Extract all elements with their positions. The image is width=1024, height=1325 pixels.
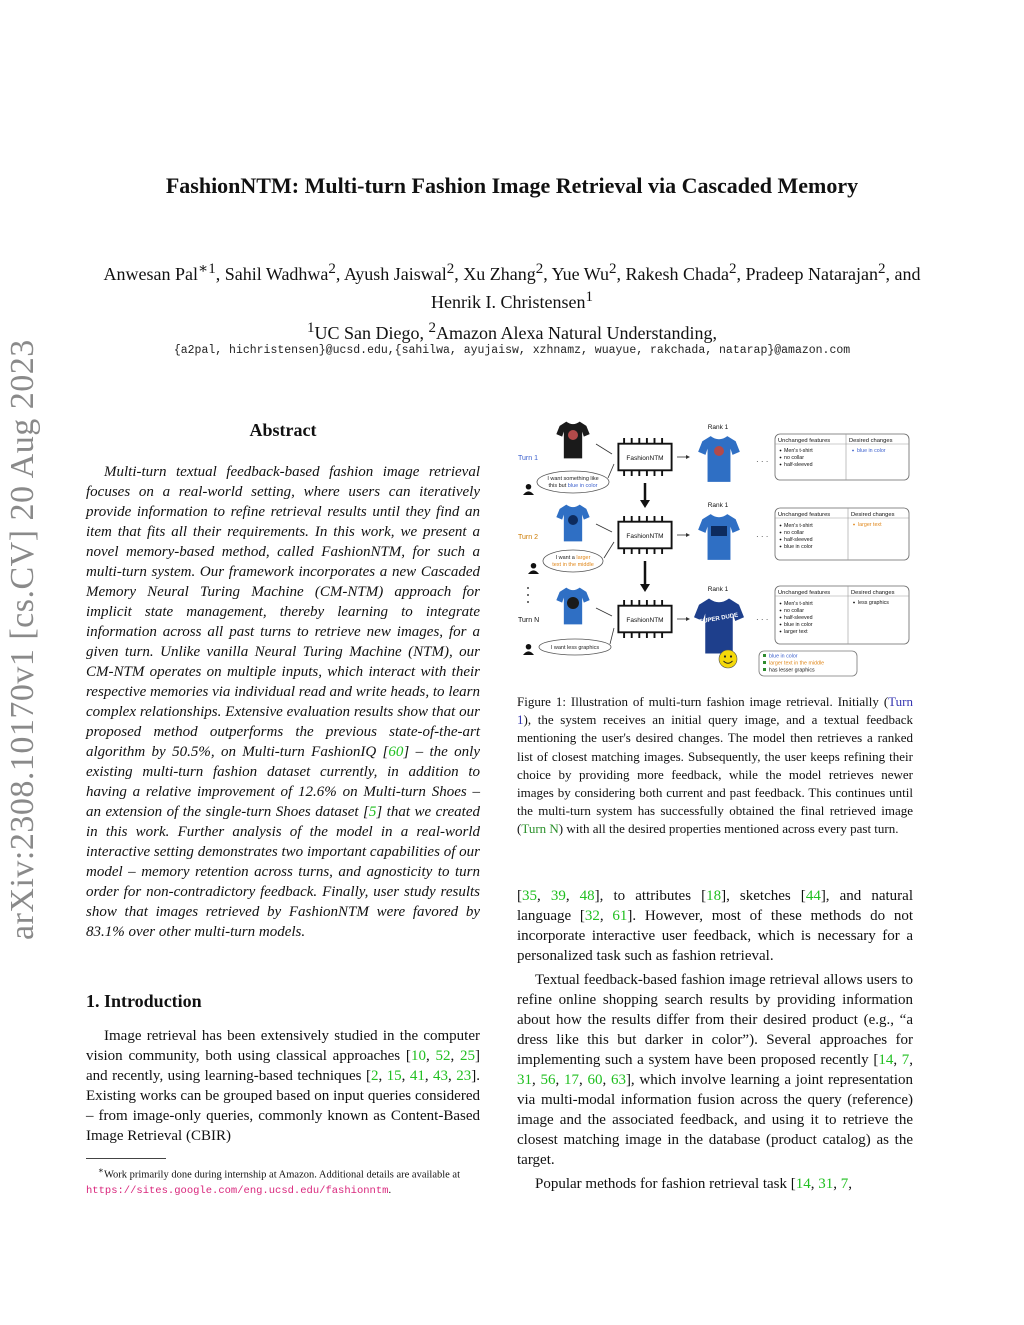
panel-3-unchanged-item: blue in color — [784, 622, 813, 628]
feedback-1-line-2 — [549, 483, 598, 489]
text-run: , — [555, 1072, 564, 1088]
citation-link[interactable]: 52 — [435, 1048, 451, 1064]
text-run: ] – the only existing multi-turn fashion dataset currently, in addition to having a relative improvement of 12.6% on Multi-turn Shoes – an extension of the single-turn Shoes dataset [ — [86, 744, 480, 820]
author-affiliation-marker: 2 — [877, 261, 886, 277]
citation-link[interactable]: 35 — [522, 888, 537, 904]
panel-2-unchanged-item: Men's t-shirt — [784, 523, 813, 529]
panel-1-unchanged-item: no collar — [784, 455, 805, 461]
text-run: , — [833, 1176, 841, 1192]
feedback-2-change: larger — [576, 555, 591, 561]
citation-link[interactable]: 63 — [610, 1072, 626, 1088]
affiliations — [0, 320, 1024, 344]
rank-ellipsis-n: · · · — [756, 615, 769, 624]
text-run: , — [599, 908, 613, 924]
author-name: Henrik I. Christensen — [431, 292, 586, 312]
retrieved-shirt-2 — [698, 514, 740, 560]
text-run: ) with all the desired properties mentioned across every past turn. — [558, 821, 899, 837]
author-separator: , — [543, 264, 552, 284]
author-affiliation-marker: 2 — [609, 261, 617, 277]
panel-3-unchanged-heading: Unchanged features — [778, 590, 831, 596]
citation-link[interactable]: 23 — [456, 1068, 472, 1084]
author-name: Anwesan Pal — [103, 264, 199, 284]
final-summary-box — [759, 651, 857, 676]
text-run: , — [378, 1068, 387, 1084]
author-separator: , and — [885, 264, 921, 284]
panel-1-unchanged-item: half-sleeved — [784, 462, 813, 468]
text-run: Popular methods for fashion retrieval task [ — [535, 1176, 796, 1192]
feature-panel-2 — [775, 508, 909, 560]
shirt-graphic-n — [567, 597, 579, 609]
abstract-body — [86, 462, 480, 942]
fashionntm-label-1: FashionNTM — [626, 455, 664, 462]
output-arrows — [677, 455, 690, 621]
fashionntm-label-2: FashionNTM — [626, 533, 664, 540]
rank-ellipsis-1: · · · — [756, 457, 769, 466]
footnote-mark: ∗ — [98, 1165, 104, 1175]
panel-1-unchanged-heading: Unchanged features — [778, 438, 831, 444]
citation-link[interactable]: 60 — [388, 744, 404, 760]
author-affiliation-marker: 1 — [585, 289, 593, 305]
rank-1-label-turn-n: Rank 1 — [707, 586, 729, 593]
footnote-text: Work primarily done during internship at Amazon. Additional details are available at — [103, 1169, 461, 1181]
feedback-1-change: blue in color — [567, 483, 598, 489]
turn-2-label: Turn 2 — [518, 534, 538, 541]
author-affiliation-marker: 2 — [729, 261, 737, 277]
author-name: Ayush Jaiswal — [343, 264, 447, 284]
text-run: , — [448, 1068, 457, 1084]
feature-panel-1 — [775, 434, 909, 480]
shirt-text: SUPER DUDE — [698, 612, 739, 626]
citation-link[interactable]: 31 — [818, 1176, 834, 1192]
panel-1-unchanged-item: Men's t-shirt — [784, 448, 813, 454]
citation-link[interactable]: 31 — [517, 1072, 532, 1088]
citation-link[interactable]: 61 — [612, 908, 628, 924]
panel-2-desired-item: larger text — [858, 522, 882, 528]
author-name: Rakesh Chada — [625, 264, 730, 284]
citation-link[interactable]: 48 — [579, 888, 595, 904]
panel-2-unchanged-item: no collar — [784, 530, 805, 536]
figure-reference[interactable]: Turn 1 — [517, 694, 913, 728]
smiley-icon — [719, 650, 737, 668]
author-name: Xu Zhang — [463, 264, 536, 284]
final-item-text: larger text in the middle — [769, 660, 825, 667]
text-run: , — [909, 1052, 914, 1068]
citation-link[interactable]: 10 — [410, 1048, 426, 1064]
text-run: ], sketches [ — [721, 888, 806, 904]
citation-link[interactable]: 5 — [368, 804, 377, 820]
citation-link[interactable]: 39 — [550, 888, 566, 904]
panel-3-unchanged-item: half-sleeved — [784, 615, 813, 621]
author-affiliation-marker: 2 — [328, 261, 336, 277]
citation-link[interactable]: 7 — [840, 1176, 849, 1192]
final-item-graphics: has lesser graphics — [769, 667, 815, 674]
citation-link[interactable]: 41 — [409, 1068, 425, 1084]
panel-3-desired-heading: Desired changes — [851, 590, 895, 596]
panel-3-desired-item: less graphics — [858, 600, 889, 606]
text-run: , — [893, 1052, 902, 1068]
retrieved-shirt-1 — [698, 436, 740, 482]
introduction-body — [86, 1026, 480, 1146]
author-affiliation-marker: ∗1 — [198, 261, 216, 277]
text-run: ]. However, most of these methods do not incorporate interactive user feedback, which is necessary for a personalized task such as fashion retrieval. — [517, 908, 913, 964]
text-run: ] that we created in this work. Further analysis of the model in a real-world interactive setting demonstrates two important capabilities of our model – memory retention across turns, and agnosticity to turn order for non-contradictory feedback. Finally, user study results show that images retrieved by FashionNTM were favored by 83.1% over other multi-turn models. — [86, 804, 480, 940]
text-run: , — [565, 888, 580, 904]
feedback-1-line-1: I want something like — [547, 476, 599, 482]
introduction-heading: 1. Introduction — [86, 991, 202, 1011]
affiliation-2: Amazon Alexa Natural Understanding, — [436, 323, 717, 343]
feedback-n: I want less graphics — [550, 645, 600, 651]
shirt-graphic-1 — [568, 430, 578, 440]
turn-1-label: Turn 1 — [518, 455, 538, 462]
author-separator: , — [736, 264, 746, 284]
retrieved-graphic-2 — [711, 526, 727, 536]
text-run: , — [602, 1072, 611, 1088]
author-name: Sahil Wadhwa — [224, 264, 329, 284]
user-icon-n — [523, 644, 534, 655]
turn-n-label: Turn N — [518, 617, 540, 624]
citation-link[interactable]: 43 — [433, 1068, 449, 1084]
user-icon-1 — [523, 484, 534, 495]
citation-link[interactable]: 60 — [587, 1072, 603, 1088]
text-run: Image retrieval has been extensively studied in the computer vision community, both using classical approaches [ — [86, 1028, 480, 1064]
feedback-2-plain: I want a — [555, 555, 577, 561]
author-emails: {a2pal, hichristensen}@ucsd.edu,{sahilwa, ayujaisw, xzhnamz, wuayue, rakchada, natarap}@amazon.com — [173, 344, 851, 357]
body-paragraph-3 — [517, 1174, 913, 1194]
citation-link[interactable]: 56 — [540, 1072, 556, 1088]
panel-2-unchanged-heading: Unchanged features — [778, 512, 831, 518]
text-run: , — [578, 1072, 588, 1088]
feedback-bubble-2 — [543, 550, 603, 572]
citation-link[interactable]: 7 — [901, 1052, 910, 1068]
vertical-dots — [527, 587, 529, 603]
text-run: ], which involve learning a joint representation via multi-modal information fusion across the query (reference) image and the associated feedback, and using it to retrieve the closest matching image in the database (product catalog) as the target. — [517, 1072, 913, 1168]
citation-link[interactable]: 15 — [386, 1068, 402, 1084]
retrieved-graphic-1 — [714, 446, 724, 456]
text-run: ], and natural language [ — [517, 888, 914, 924]
author-affiliation-marker: 2 — [446, 261, 455, 277]
citation-link[interactable]: 14 — [878, 1052, 894, 1068]
author-affiliation-marker: 2 — [535, 261, 544, 277]
text-run: ], to attributes [ — [594, 888, 707, 904]
feedback-2-line-1 — [556, 555, 591, 561]
body-paragraph-1 — [517, 886, 913, 966]
text-run: , — [532, 1072, 541, 1088]
panel-3-unchanged-item: larger text — [784, 629, 808, 635]
text-run: ), the system receives an initial query image, and a textual feedback mentioning the user's desired changes. The model then retrieves a ranked list of closest matching images. Subsequently, the user keeps refining their choice by providing more feedback, while the model retrieves newer images by considering both current and past feedback. This continues until the multi-turn system has successfully obtained the final retrieved image ( — [517, 712, 913, 837]
text-run: , — [425, 1048, 436, 1064]
body-paragraph-2 — [517, 970, 913, 1170]
text-run: , — [848, 1176, 853, 1192]
author-separator: , — [616, 264, 626, 284]
footnote-url[interactable]: https://sites.google.com/eng.ucsd.edu/fashionntm — [86, 1184, 389, 1197]
feature-panel-3 — [775, 586, 909, 644]
text-run: Textual feedback-based fashion image retrieval allows users to refine online shopping search results by providing information about how the results differ from their desired product (e.g., “a dress like this but darker in color”). Several approaches for implementing such a system have been proposed recently [ — [517, 972, 913, 1068]
author-list — [100, 258, 924, 314]
figure-reference[interactable]: Turn N — [521, 821, 559, 837]
abstract-heading: Abstract — [249, 420, 317, 440]
citation-link[interactable]: 25 — [460, 1048, 476, 1064]
text-run: , — [810, 1176, 819, 1192]
rank-ellipsis-2: · · · — [756, 532, 769, 541]
panel-2-unchanged-item: half-sleeved — [784, 537, 813, 543]
panel-1-desired-item: blue in color — [857, 448, 886, 454]
panel-1-desired-heading: Desired changes — [849, 438, 893, 444]
panel-2-unchanged-item: blue in color — [784, 544, 813, 550]
panel-3-unchanged-item: no collar — [784, 608, 805, 614]
text-run: ] and recently, using learning-based techniques [ — [86, 1048, 481, 1084]
panel-3-unchanged-item: Men's t-shirt — [784, 601, 813, 607]
footnote-end: . — [388, 1184, 392, 1196]
footnote-rule — [86, 1158, 166, 1159]
text-run: , — [537, 888, 551, 904]
author-separator: , — [215, 264, 225, 284]
citation-link[interactable]: 17 — [563, 1072, 579, 1088]
feedback-bubble-1 — [537, 471, 609, 493]
feedback-2-line-2: text in the middle — [552, 562, 594, 568]
paper-title: FashionNTM: Multi-turn Fashion Image Retrieval via Cascaded Memory — [165, 173, 859, 198]
text-run: , — [424, 1068, 434, 1084]
author-separator: , — [335, 264, 344, 284]
fashionntm-label-n: FashionNTM — [626, 617, 664, 624]
arxiv-identifier: arXiv:2308.10170v1 [cs.CV] 20 Aug 2023 — [4, 339, 41, 940]
citation-link[interactable]: 32 — [584, 908, 600, 924]
footnote — [86, 1163, 480, 1199]
author-name: Pradeep Natarajan — [745, 264, 878, 284]
user-icon-2 — [528, 563, 539, 574]
text-run: ]. Existing works can be grouped based on input queries considered – from image-only queries, commonly known as Content-Based Image Retrieval (CBIR) — [86, 1068, 480, 1144]
text-run: Multi-turn textual feedback-based fashion image retrieval focuses on a real-world setting, where users can iteratively provide information to refine retrieval results until they find an item that fits all their requirements. In this work, we present a novel memory-based method, called FashionNTM, for such a multi-turn system. Our framework incorporates a new Cascaded Memory Neural Turing Machine (CM-NTM) approach for implicit state management, thereby learning to integrate information across all past turns to retrieve new images, for a given turn. Unlike vanilla Neural Turing Machine (NTM), our CM-NTM operates on multiple inputs, which interact with their respective memories via individual read and write heads, to learn complex relationships. Extensive evaluation results show that our proposed method outperforms the previous state-of-the-art algorithm by 50.5%, on Multi-turn FashionIQ [ — [86, 464, 480, 760]
affiliation-1-marker: 1 — [307, 320, 315, 336]
text-run: , — [450, 1048, 461, 1064]
retrieved-shirt-n — [694, 599, 744, 654]
final-item-color: blue in color — [769, 653, 798, 660]
feedback-1-plain: this but — [548, 483, 568, 489]
citation-link[interactable]: 2 — [370, 1068, 379, 1084]
author-separator: , — [454, 264, 464, 284]
shirt-graphic-2 — [568, 515, 578, 525]
citation-link[interactable]: 18 — [706, 888, 722, 904]
figure-1-caption — [517, 693, 913, 839]
text-run: , — [401, 1068, 410, 1084]
citation-link[interactable]: 44 — [805, 888, 821, 904]
affiliation-2-marker: 2 — [428, 320, 437, 336]
text-run: [ — [517, 888, 522, 904]
figure-1 — [510, 418, 920, 686]
rank-1-label-turn-2: Rank 1 — [707, 502, 729, 509]
citation-link[interactable]: 14 — [795, 1176, 811, 1192]
affiliation-1: UC San Diego, — [314, 323, 429, 343]
author-name: Yue Wu — [551, 264, 610, 284]
rank-1-label-turn-1: Rank 1 — [707, 424, 729, 431]
text-run: Figure 1: Illustration of multi-turn fashion image retrieval. Initially ( — [517, 694, 889, 709]
panel-2-desired-heading: Desired changes — [851, 512, 895, 518]
